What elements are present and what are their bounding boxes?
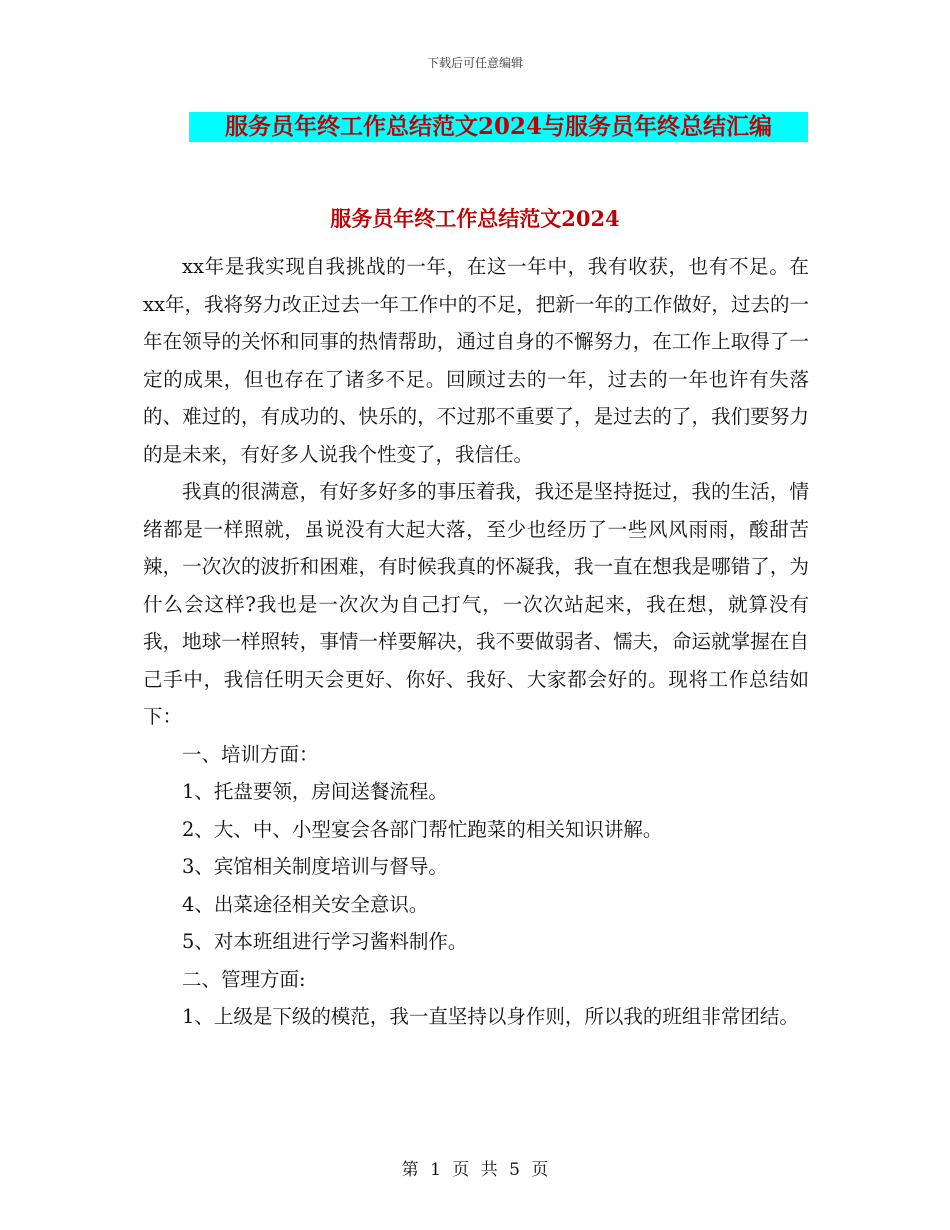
section-heading: 二、管理方面: (182, 967, 306, 991)
header-note: 下载后可任意编辑 (426, 56, 523, 70)
list-item: 1、托盘要领，房间送餐流程。 (182, 780, 448, 803)
paragraph: 我真的很满意，有好多好多的事压着我，我还是坚持挺过，我的生活，情绪都是一样照就，虽说没有大起大落，至少也经历了一些风风雨雨，酸甜苦辣，一次次的波折和困难，有时候我真的怀凝我，我一直在想我是哪错了，为什么会这样?我也是一次次为自己打气，一次次站起来，我在想，就算没有我，地球一样照转，事情一样要解决，我不要做弱者、懦夫，命运就掌握在自己手中，我信任明天会更好、你好、我好、大家都会好的。现将工作总结如下： (143, 480, 809, 728)
list-item: 1、上级是下级的模范，我一直坚持以身作则，所以我的班组非常团结。 (182, 1005, 799, 1028)
paragraph: xx年是我实现自我挑战的一年，在这一年中，我有收获，也有不足。在xx年，我将努力改正过去一年工作中的不足，把新一年的工作做好，过去的一年在领导的关怀和同事的热情帮助，通过自身的不懈努力，在工作上取得了一定的成果，但也存在了诸多不足。回顾过去的一年，过去的一年也许有失落的、难过的，有成功的、快乐的，不过那不重要了，是过去的了，我们要努力的是未来，有好多人说我个性变了，我信任。 (143, 255, 809, 466)
section-heading: 一、培训方面： (182, 742, 319, 766)
document-body (143, 248, 809, 1036)
list-item: 3、宾馆相关制度培训与督导。 (182, 855, 448, 878)
document-sub-title: 服务员年终工作总结范文2024 (330, 206, 620, 231)
list-item: 5、对本班组进行学习酱料制作。 (182, 930, 468, 953)
list-item: 2、大、中、小型宴会各部门帮忙跑菜的相关知识讲解。 (182, 817, 663, 841)
list-item: 4、出菜途径相关安全意识。 (182, 892, 429, 916)
document-main-title: 服务员年终工作总结范文2024与服务员年终总结汇编 (189, 112, 808, 142)
page-number-footer: 第 1 页 共 5 页 (401, 1160, 549, 1180)
